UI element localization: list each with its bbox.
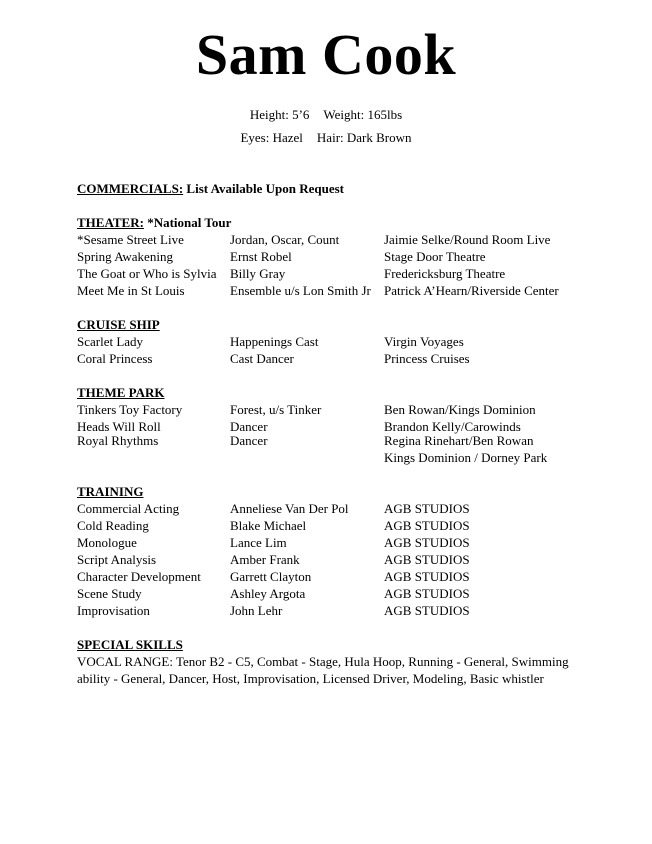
stats-line-1 [0, 106, 652, 123]
credit-row [77, 449, 577, 466]
credit-row [77, 231, 577, 248]
commercials-heading [77, 180, 344, 197]
training-teacher: Ashley Argota [230, 586, 306, 601]
credit-show: Scarlet Lady [77, 334, 144, 349]
theater-note: *National Tour [147, 215, 232, 230]
credit-venue: Jaimie Selke/Round Room Live [384, 232, 551, 247]
credit-venue: Princess Cruises [384, 351, 470, 366]
training-studio: AGB STUDIOS [384, 552, 470, 567]
credit-show: Coral Princess [77, 351, 153, 366]
credit-venue: Kings Dominion / Dorney Park [384, 450, 548, 465]
performer-name: Sam Cook [195, 22, 457, 87]
training-teacher: Blake Michael [230, 518, 307, 533]
training-row [77, 534, 577, 551]
credit-venue: Ben Rowan/Kings Dominion [384, 402, 536, 417]
training-teacher: Amber Frank [230, 552, 300, 567]
training-class: Commercial Acting [77, 501, 180, 516]
credit-venue: Brandon Kelly/Carowinds [384, 419, 521, 434]
training-class: Improvisation [77, 603, 150, 618]
training-row [77, 602, 577, 619]
credit-venue: Regina Rinehart/Ben Rowan [384, 433, 534, 448]
training-row [77, 551, 577, 568]
training-title: TRAINING [77, 484, 144, 499]
training-studio: AGB STUDIOS [384, 586, 470, 601]
theater-title: THEATER: [77, 215, 144, 230]
cruise-ship-title: CRUISE SHIP [77, 317, 160, 332]
training-teacher: John Lehr [230, 603, 283, 618]
credit-role: Jordan, Oscar, Count [230, 232, 340, 247]
weight-stat: Weight: 165lbs [323, 107, 403, 122]
credit-show: The Goat or Who is Sylvia [77, 266, 217, 281]
credit-row [77, 432, 577, 449]
training-studio: AGB STUDIOS [384, 569, 470, 584]
special-skills-heading [77, 636, 183, 653]
special-skills-title: SPECIAL SKILLS [77, 637, 183, 652]
training-heading [77, 483, 143, 500]
credit-role: Dancer [230, 433, 268, 448]
training-studio: AGB STUDIOS [384, 518, 470, 533]
credit-show: *Sesame Street Live [77, 232, 184, 247]
training-class: Character Development [77, 569, 201, 584]
credit-row [77, 401, 577, 418]
credit-role: Happenings Cast [230, 334, 319, 349]
theater-heading [77, 214, 231, 231]
credit-row [77, 265, 577, 282]
theme-park-heading [77, 384, 165, 401]
credit-show: Tinkers Toy Factory [77, 402, 183, 417]
credit-row [77, 333, 577, 350]
credit-venue: Virgin Voyages [384, 334, 464, 349]
credit-row [77, 350, 577, 367]
training-class: Scene Study [77, 586, 142, 601]
hair-stat: Hair: Dark Brown [316, 130, 412, 145]
training-studio: AGB STUDIOS [384, 535, 470, 550]
training-teacher: Lance Lim [230, 535, 287, 550]
commercials-note: List Available Upon Request [186, 181, 345, 196]
credit-role: Dancer [230, 419, 268, 434]
credit-venue: Patrick A’Hearn/Riverside Center [384, 283, 559, 298]
training-row [77, 500, 577, 517]
credit-row [77, 282, 577, 299]
theme-park-title: THEME PARK [77, 385, 165, 400]
stats-line-2 [0, 129, 652, 146]
credit-role: Ernst Robel [230, 249, 292, 264]
eyes-stat: Eyes: Hazel [240, 130, 303, 145]
credit-venue: Stage Door Theatre [384, 249, 486, 264]
training-teacher: Anneliese Van Der Pol [230, 501, 349, 516]
credit-venue: Fredericksburg Theatre [384, 266, 506, 281]
training-class: Script Analysis [77, 552, 157, 567]
training-row [77, 568, 577, 585]
training-studio: AGB STUDIOS [384, 501, 470, 516]
credit-show: Meet Me in St Louis [77, 283, 185, 298]
training-class: Cold Reading [77, 518, 149, 533]
credit-role: Billy Gray [230, 266, 286, 281]
cruise-ship-heading [77, 316, 160, 333]
credit-role: Cast Dancer [230, 351, 294, 366]
commercials-title: COMMERCIALS: [77, 181, 184, 196]
special-skills-text: VOCAL RANGE: Tenor B2 - C5, Combat - Stage, Hula Hoop, Running - General, Swimming ability - General, Dancer, Host, Improvisation, Licensed Driver, Modeling, Basic whistler [77, 654, 569, 686]
training-class: Monologue [77, 535, 137, 550]
training-row [77, 517, 577, 534]
credit-show: Spring Awakening [77, 249, 173, 264]
credit-show: Heads Will Roll [77, 419, 161, 434]
training-studio: AGB STUDIOS [384, 603, 470, 618]
credit-row [77, 248, 577, 265]
height-stat: Height: 5’6 [249, 107, 310, 122]
training-row [77, 585, 577, 602]
credit-role: Ensemble u/s Lon Smith Jr [230, 283, 371, 298]
credit-role: Forest, u/s Tinker [230, 402, 322, 417]
training-teacher: Garrett Clayton [230, 569, 312, 584]
credit-show: Royal Rhythms [77, 433, 159, 448]
